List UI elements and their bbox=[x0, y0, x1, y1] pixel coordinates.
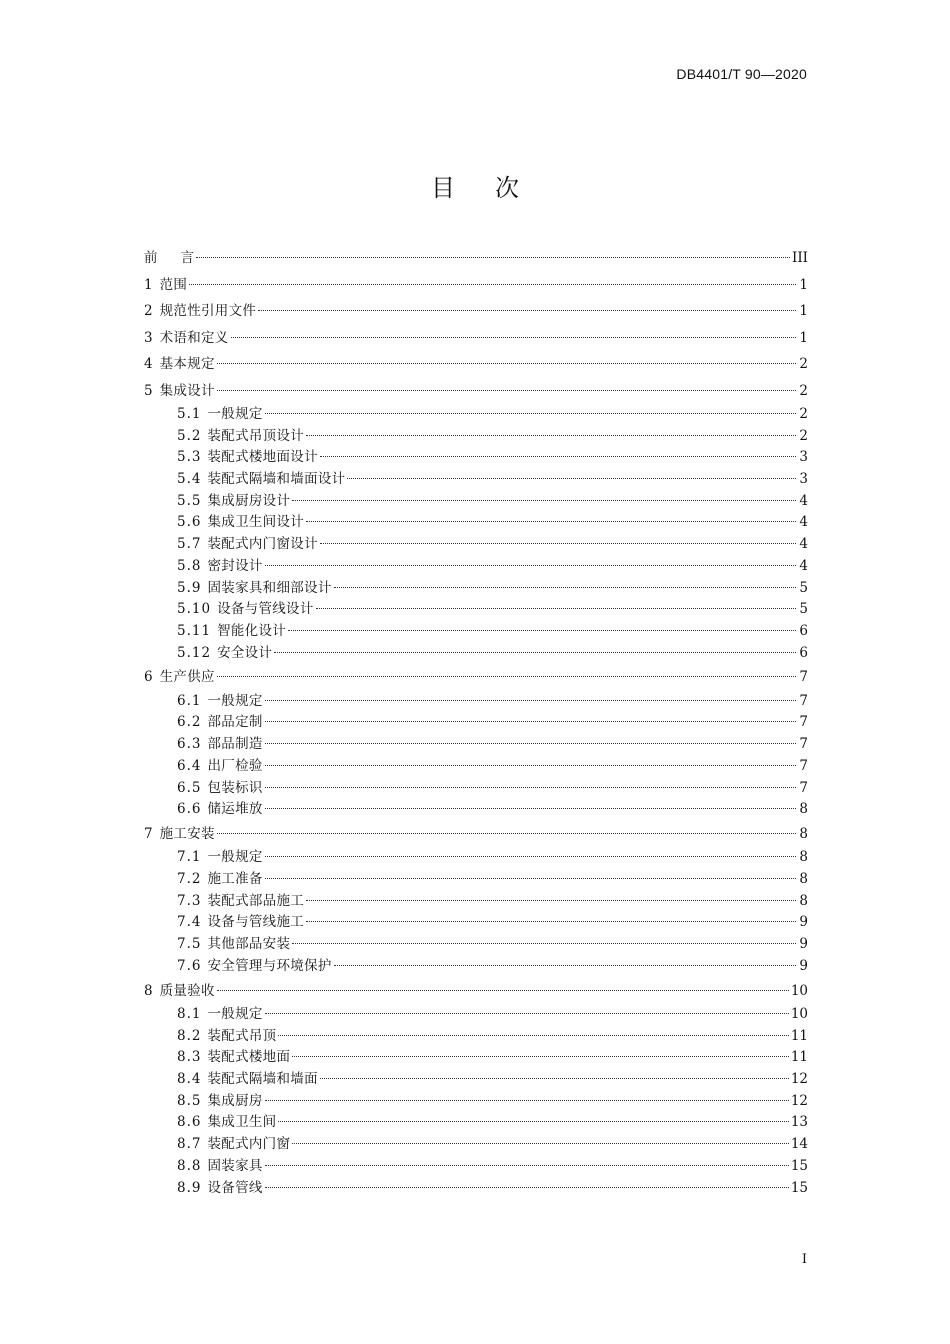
toc-entry-label: 固装家具 bbox=[207, 1157, 263, 1174]
toc-entry-page: III bbox=[792, 250, 808, 266]
toc-entry-number: 6.6 bbox=[177, 801, 202, 818]
toc-chapter-entry[interactable] bbox=[144, 378, 808, 405]
toc-chapter-entry[interactable] bbox=[144, 978, 808, 1005]
toc-entry-number: 6.4 bbox=[177, 757, 202, 774]
toc-entry-label: 集成卫生间 bbox=[207, 1114, 277, 1131]
toc-chapter-entry[interactable] bbox=[144, 298, 808, 325]
toc-section-entry[interactable] bbox=[144, 847, 808, 869]
toc-entry-page: 5 bbox=[799, 579, 808, 596]
toc-entry-label: 生产供应 bbox=[159, 669, 215, 686]
toc-entry-number: 6.2 bbox=[177, 714, 202, 731]
toc-entry-number: 6.1 bbox=[177, 692, 202, 709]
toc-dot-leader bbox=[292, 943, 796, 944]
toc-entry-page: 9 bbox=[799, 914, 808, 931]
toc-section-entry[interactable] bbox=[144, 1047, 808, 1069]
toc-entry-number: 5.6 bbox=[177, 514, 202, 531]
toc-entry-label: 集成卫生间设计 bbox=[207, 514, 305, 531]
toc-entry-number: 5.3 bbox=[177, 449, 202, 466]
toc-section-entry[interactable] bbox=[144, 1004, 808, 1026]
toc-entry-page: 11 bbox=[790, 1049, 808, 1066]
toc-entry-number: 7.5 bbox=[177, 936, 202, 953]
toc-entry-page: 4 bbox=[799, 557, 808, 574]
toc-entry-number: 5.2 bbox=[177, 427, 202, 444]
toc-entry-label: 范围 bbox=[159, 276, 188, 293]
toc-entry-label: 出厂检验 bbox=[207, 757, 263, 774]
toc-section-entry[interactable] bbox=[144, 578, 808, 600]
toc-entry-page: 8 bbox=[799, 871, 808, 888]
document-code: DB4401/T 90—2020 bbox=[676, 66, 807, 82]
toc-dot-leader bbox=[320, 543, 796, 544]
toc-dot-leader bbox=[265, 1165, 789, 1166]
toc-dot-leader bbox=[320, 1078, 789, 1079]
toc-entry-number: 7.6 bbox=[177, 957, 202, 974]
toc-entry-number: 3 bbox=[144, 329, 154, 346]
toc-section-entry[interactable] bbox=[144, 691, 808, 713]
toc-entry-number: 8.5 bbox=[177, 1092, 202, 1109]
toc-entry-page: 7 bbox=[799, 736, 808, 753]
toc-section-entry[interactable] bbox=[144, 778, 808, 800]
toc-section-entry[interactable] bbox=[144, 1112, 808, 1134]
toc-section-entry[interactable] bbox=[144, 512, 808, 534]
toc-entry-label: 施工安装 bbox=[159, 825, 215, 842]
toc-entry-label: 密封设计 bbox=[207, 557, 263, 574]
toc-entry-number: 8.8 bbox=[177, 1157, 202, 1174]
toc-section-entry[interactable] bbox=[144, 1156, 808, 1178]
toc-entry-page: 8 bbox=[799, 801, 808, 818]
toc-entry-label: 部品定制 bbox=[207, 714, 263, 731]
toc-dot-leader bbox=[217, 833, 796, 834]
toc-section-entry[interactable] bbox=[144, 1069, 808, 1091]
toc-section-entry[interactable] bbox=[144, 712, 808, 734]
toc-entry-page: 12 bbox=[790, 1092, 808, 1109]
toc-dot-leader bbox=[292, 500, 796, 501]
toc-chapter-entry[interactable] bbox=[144, 245, 808, 272]
toc-entry-number: 6.3 bbox=[177, 736, 202, 753]
toc-section-entry[interactable] bbox=[144, 869, 808, 891]
toc-entry-page: 12 bbox=[790, 1071, 808, 1088]
toc-entry-label: 术语和定义 bbox=[159, 329, 229, 346]
toc-entry-label: 其他部品安装 bbox=[207, 936, 291, 953]
toc-entry-label: 包装标识 bbox=[207, 779, 263, 796]
toc-chapter-entry[interactable] bbox=[144, 325, 808, 352]
toc-entry-page: 9 bbox=[799, 936, 808, 953]
toc-dot-leader bbox=[217, 363, 796, 364]
toc-entry-number: 8.1 bbox=[177, 1006, 202, 1022]
toc-entry-page: 8 bbox=[799, 849, 808, 866]
toc-section-entry[interactable] bbox=[144, 556, 808, 578]
toc-dot-leader bbox=[316, 608, 796, 609]
toc-dot-leader bbox=[196, 257, 790, 258]
toc-section-entry[interactable] bbox=[144, 621, 808, 643]
toc-entry-label: 固装家具和细部设计 bbox=[207, 579, 332, 596]
toc-chapter-entry[interactable] bbox=[144, 272, 808, 299]
toc-entry-label: 一般规定 bbox=[207, 692, 263, 709]
toc-entry-page: 6 bbox=[799, 644, 808, 661]
toc-dot-leader bbox=[292, 1056, 789, 1057]
toc-chapter-entry[interactable] bbox=[144, 351, 808, 378]
toc-entry-label: 设备管线 bbox=[207, 1179, 263, 1196]
toc-entry-page: 11 bbox=[790, 1027, 808, 1044]
toc-dot-leader bbox=[217, 390, 796, 391]
toc-entry-label: 智能化设计 bbox=[217, 622, 287, 639]
toc-entry-number: 5.1 bbox=[177, 406, 202, 422]
toc-title bbox=[0, 168, 950, 203]
toc-entry-label: 言 bbox=[180, 250, 195, 266]
toc-entry-label: 一般规定 bbox=[207, 1006, 263, 1022]
toc-dot-leader bbox=[265, 856, 796, 857]
toc-section-entry[interactable] bbox=[144, 469, 808, 491]
toc-entry-page: 2 bbox=[799, 356, 808, 372]
toc-dot-leader bbox=[274, 652, 796, 653]
toc-entry-label: 装配式内门窗 bbox=[207, 1136, 291, 1153]
toc-entry-page: 7 bbox=[799, 714, 808, 731]
table-of-contents bbox=[144, 245, 808, 1199]
toc-entry-number: 5.10 bbox=[177, 601, 212, 618]
toc-entry-page: 7 bbox=[799, 669, 808, 686]
toc-entry-page: 8 bbox=[799, 825, 808, 842]
toc-entry-label: 质量验收 bbox=[159, 982, 215, 999]
toc-entry-page: 4 bbox=[799, 536, 808, 553]
toc-entry-page: 13 bbox=[790, 1114, 808, 1131]
toc-dot-leader bbox=[265, 721, 796, 722]
toc-section-entry[interactable] bbox=[144, 447, 808, 469]
toc-entry-number: 5.5 bbox=[177, 492, 202, 509]
toc-entry-page: 7 bbox=[799, 779, 808, 796]
toc-section-entry[interactable] bbox=[144, 912, 808, 934]
toc-entry-number: 5.4 bbox=[177, 471, 202, 488]
toc-chapter-entry[interactable] bbox=[144, 664, 808, 691]
toc-dot-leader bbox=[347, 478, 796, 479]
toc-entry-number: 8.9 bbox=[177, 1179, 202, 1196]
toc-entry-label: 施工准备 bbox=[207, 871, 263, 888]
toc-entry-label: 装配式吊顶设计 bbox=[207, 427, 305, 444]
toc-entry-label: 安全管理与环境保护 bbox=[207, 957, 332, 974]
toc-entry-label: 设备与管线设计 bbox=[217, 601, 314, 618]
toc-entry-page: 3 bbox=[799, 449, 808, 466]
toc-dot-leader bbox=[189, 284, 796, 285]
toc-entry-page: 15 bbox=[790, 1179, 808, 1196]
toc-section-entry[interactable] bbox=[144, 404, 808, 426]
toc-entry-number: 5.7 bbox=[177, 536, 202, 553]
toc-section-entry[interactable] bbox=[144, 934, 808, 956]
toc-entry-label: 集成设计 bbox=[159, 382, 215, 399]
toc-section-entry[interactable] bbox=[144, 734, 808, 756]
toc-dot-leader bbox=[306, 921, 796, 922]
toc-entry-number: 5.12 bbox=[177, 644, 212, 661]
toc-entry-page: 4 bbox=[799, 492, 808, 509]
toc-entry-label: 部品制造 bbox=[207, 736, 263, 753]
toc-entry-label: 规范性引用文件 bbox=[159, 303, 257, 319]
toc-dot-leader bbox=[265, 565, 796, 566]
toc-entry-number: 8.4 bbox=[177, 1071, 202, 1088]
toc-dot-leader bbox=[265, 1187, 789, 1188]
toc-entry-number: 前 bbox=[144, 250, 159, 266]
toc-title-part2: 次 bbox=[495, 174, 519, 202]
toc-entry-page: 8 bbox=[799, 892, 808, 909]
toc-entry-page: 2 bbox=[799, 427, 808, 444]
toc-entry-page: 2 bbox=[799, 382, 808, 399]
toc-entry-number: 8.3 bbox=[177, 1049, 202, 1066]
toc-entry-page: 4 bbox=[799, 514, 808, 531]
toc-entry-number: 8.7 bbox=[177, 1136, 202, 1153]
toc-entry-label: 装配式部品施工 bbox=[207, 892, 305, 909]
toc-section-entry[interactable] bbox=[144, 1134, 808, 1156]
toc-entry-number: 5.9 bbox=[177, 579, 202, 596]
toc-dot-leader bbox=[265, 1013, 789, 1014]
toc-dot-leader bbox=[265, 787, 796, 788]
toc-entry-number: 8 bbox=[144, 982, 154, 999]
toc-entry-number: 5.8 bbox=[177, 557, 202, 574]
toc-entry-number: 2 bbox=[144, 303, 154, 319]
toc-entry-label: 基本规定 bbox=[159, 356, 215, 372]
toc-entry-label: 装配式楼地面 bbox=[207, 1049, 291, 1066]
toc-entry-page: 10 bbox=[790, 1006, 808, 1022]
toc-entry-page: 10 bbox=[790, 982, 808, 999]
toc-dot-leader bbox=[320, 456, 796, 457]
toc-section-entry[interactable] bbox=[144, 643, 808, 665]
toc-section-entry[interactable] bbox=[144, 534, 808, 556]
toc-entry-number: 1 bbox=[144, 276, 154, 293]
toc-dot-leader bbox=[231, 337, 796, 338]
toc-section-entry[interactable] bbox=[144, 599, 808, 621]
toc-entry-label: 储运堆放 bbox=[207, 801, 263, 818]
toc-dot-leader bbox=[217, 990, 789, 991]
toc-dot-leader bbox=[278, 1121, 788, 1122]
toc-dot-leader bbox=[265, 765, 796, 766]
toc-section-entry[interactable] bbox=[144, 1178, 808, 1200]
toc-entry-label: 装配式吊顶 bbox=[207, 1027, 277, 1044]
toc-section-entry[interactable] bbox=[144, 1091, 808, 1113]
toc-dot-leader bbox=[306, 900, 796, 901]
toc-entry-label: 装配式隔墙和墙面 bbox=[207, 1071, 318, 1088]
toc-entry-page: 3 bbox=[799, 471, 808, 488]
toc-dot-leader bbox=[265, 743, 796, 744]
toc-entry-label: 装配式内门窗设计 bbox=[207, 536, 318, 553]
toc-dot-leader bbox=[306, 521, 796, 522]
toc-dot-leader bbox=[265, 878, 796, 879]
toc-entry-number: 6 bbox=[144, 669, 154, 686]
toc-entry-page: 15 bbox=[790, 1157, 808, 1174]
toc-entry-label: 一般规定 bbox=[207, 849, 263, 866]
toc-entry-number: 8.2 bbox=[177, 1027, 202, 1044]
toc-entry-page: 7 bbox=[799, 757, 808, 774]
toc-section-entry[interactable] bbox=[144, 956, 808, 978]
toc-section-entry[interactable] bbox=[144, 891, 808, 913]
toc-title-part1: 目 bbox=[431, 174, 455, 202]
toc-entry-label: 集成厨房设计 bbox=[207, 492, 291, 509]
toc-entry-page: 1 bbox=[799, 303, 808, 319]
toc-entry-page: 9 bbox=[799, 957, 808, 974]
toc-entry-page: 1 bbox=[799, 329, 808, 346]
toc-entry-number: 6.5 bbox=[177, 779, 202, 796]
toc-entry-page: 5 bbox=[799, 601, 808, 618]
toc-dot-leader bbox=[334, 965, 796, 966]
toc-dot-leader bbox=[278, 1035, 788, 1036]
toc-entry-number: 7.2 bbox=[177, 871, 202, 888]
toc-chapter-entry[interactable] bbox=[144, 821, 808, 848]
toc-entry-number: 5 bbox=[144, 382, 154, 399]
toc-dot-leader bbox=[334, 587, 796, 588]
toc-dot-leader bbox=[265, 700, 796, 701]
toc-entry-page: 2 bbox=[799, 406, 808, 422]
toc-entry-number: 8.6 bbox=[177, 1114, 202, 1131]
toc-entry-number: 5.11 bbox=[177, 622, 212, 639]
toc-entry-page: 14 bbox=[790, 1136, 808, 1153]
toc-entry-label: 设备与管线施工 bbox=[207, 914, 305, 931]
toc-dot-leader bbox=[265, 413, 796, 414]
toc-dot-leader bbox=[265, 808, 796, 809]
toc-dot-leader bbox=[265, 1100, 789, 1101]
toc-entry-number: 4 bbox=[144, 356, 154, 372]
toc-entry-page: 6 bbox=[799, 622, 808, 639]
toc-section-entry[interactable] bbox=[144, 426, 808, 448]
toc-entry-label: 集成厨房 bbox=[207, 1092, 263, 1109]
toc-section-entry[interactable] bbox=[144, 1026, 808, 1048]
toc-dot-leader bbox=[288, 630, 796, 631]
toc-dot-leader bbox=[306, 435, 796, 436]
page-number: I bbox=[801, 1252, 807, 1267]
toc-entry-page: 1 bbox=[799, 276, 808, 293]
toc-entry-number: 7.3 bbox=[177, 892, 202, 909]
toc-dot-leader bbox=[292, 1143, 789, 1144]
toc-section-entry[interactable] bbox=[144, 799, 808, 821]
toc-entry-label: 安全设计 bbox=[217, 644, 273, 661]
toc-dot-leader bbox=[258, 310, 796, 311]
toc-entry-number: 7 bbox=[144, 825, 154, 842]
toc-entry-number: 7.1 bbox=[177, 849, 202, 866]
toc-entry-page: 7 bbox=[799, 692, 808, 709]
toc-dot-leader bbox=[217, 676, 796, 677]
toc-entry-number: 7.4 bbox=[177, 914, 202, 931]
toc-entry-label: 装配式隔墙和墙面设计 bbox=[207, 471, 346, 488]
toc-section-entry[interactable] bbox=[144, 756, 808, 778]
toc-section-entry[interactable] bbox=[144, 491, 808, 513]
toc-entry-label: 装配式楼地面设计 bbox=[207, 449, 318, 466]
toc-entry-label: 一般规定 bbox=[207, 406, 263, 422]
